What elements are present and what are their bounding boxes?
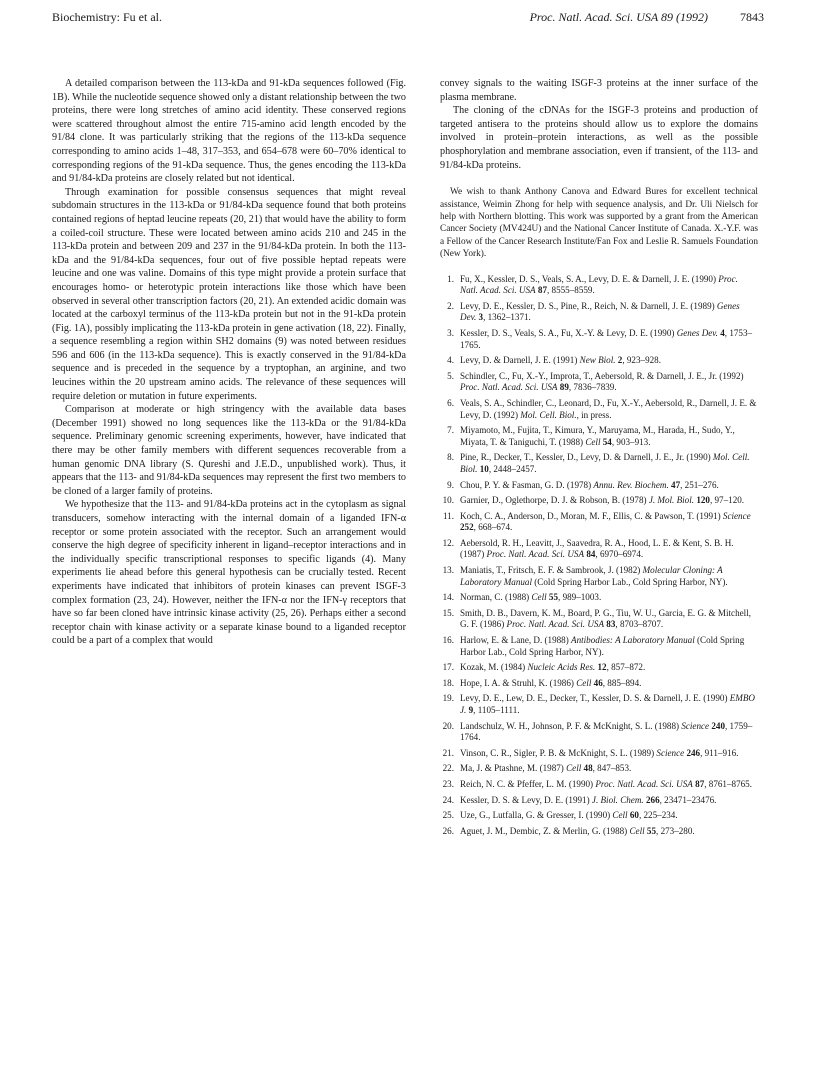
reference-item	[440, 538, 758, 561]
reference-number: 16.	[442, 635, 454, 646]
reference-volume: 46	[593, 677, 603, 688]
reference-authors: Aguet, J. M., Dembic, Z. & Merlin, G. (1988)	[460, 825, 630, 836]
reference-volume: 55	[548, 592, 559, 603]
reference-authors: Reich, N. C. & Pfeffer, L. M. (1990)	[460, 778, 596, 789]
reference-pages: , 885–894.	[602, 677, 642, 688]
reference-journal: Cell	[531, 592, 547, 603]
reference-number: 4.	[447, 355, 454, 366]
reference-journal: Proc. Natl. Acad. Sci. USA	[460, 273, 738, 296]
reference-number: 23.	[442, 778, 454, 789]
paragraph-conclusion: The cloning of the cDNAs for the ISGF-3 proteins and production of targeted antisera to the proteins should allow us to explore the domains involved in protein–protein interactions, as well as the possible phosphorylation and membrane association, even if transient, of the 113- and 91/84-kDa proteins.	[440, 105, 758, 171]
reference-authors: Schindler, C., Fu, X.-Y., Improta, T., Aebersold, R. & Darnell, J. E., Jr. (1992)	[460, 370, 744, 381]
reference-number: 15.	[442, 607, 454, 618]
reference-journal: Cell	[629, 825, 645, 836]
reference-item	[440, 810, 758, 822]
reference-number: 18.	[442, 677, 454, 688]
reference-authors: Kessler, D. S., Veals, S. A., Fu, X.-Y. & Levy, D. E. (1990)	[460, 327, 677, 338]
reference-volume: 83	[606, 619, 616, 630]
reference-volume: 55	[646, 825, 657, 836]
page-header	[52, 10, 764, 30]
reference-authors: Koch, C. A., Anderson, D., Moran, M. F., Ellis, C. & Pawson, T. (1991)	[460, 510, 723, 521]
reference-number: 21.	[442, 747, 454, 758]
reference-volume: 87	[695, 778, 705, 789]
reference-number: 24.	[442, 794, 454, 805]
reference-item	[440, 565, 758, 588]
reference-item	[440, 301, 758, 324]
reference-pages: , 97–120.	[709, 495, 745, 506]
reference-authors: Aebersold, R. H., Leavitt, J., Saavedra, R. A., Hood, L. E. & Kent, S. B. H. (1987)	[460, 537, 734, 560]
reference-volume: 240	[711, 720, 725, 731]
reference-journal: Genes Dev.	[676, 327, 718, 338]
reference-volume: 12	[597, 662, 607, 673]
reference-pages: , 225–234.	[638, 810, 678, 821]
reference-pages: , in press.	[576, 409, 612, 420]
reference-journal: Science	[722, 510, 751, 521]
journal-citation: Proc. Natl. Acad. Sci. USA 89 (1992)	[529, 10, 708, 24]
reference-pages: , 911–916.	[700, 747, 739, 758]
reference-volume: 10	[479, 463, 489, 474]
reference-journal: Proc. Natl. Acad. Sci. USA	[486, 549, 585, 560]
reference-authors: Pine, R., Decker, T., Kessler, D., Levy, D. & Darnell, J. E., Jr. (1990)	[460, 452, 713, 463]
reference-number: 25.	[442, 810, 454, 821]
reference-volume: 4	[720, 327, 725, 338]
reference-volume: 84	[586, 549, 596, 560]
reference-authors: Levy, D. & Darnell, J. E. (1991)	[460, 355, 580, 366]
reference-journal: Science	[656, 747, 685, 758]
reference-volume: 9	[468, 705, 474, 715]
reference-item	[440, 495, 758, 507]
reference-number: 8.	[447, 452, 454, 463]
reference-item	[440, 355, 758, 367]
reference-journal: Cell	[566, 763, 582, 774]
reference-item	[440, 480, 758, 492]
paragraph-sequence-comparison: A detailed comparison between the 113-kDa and 91-kDa sequences followed (Fig. 1B). While the nucleotide sequence showed only a distant relationship between the two proteins, there were long stretches of amino acid identity. These conserved regions were scattered throughout almost the entire 715-amino acid length encoded by the 91/84 clone. It was particularly striking that the regions of the 113-kDa sequence corresponding to amino acids 1–48, 317–353, and 654–678 were 60–70% identical to corresponding regions of the 91-kDa sequence. Thus, the genes encoding the 113-kDa and 91/84-kDa proteins are closely related but not identical.	[52, 78, 406, 185]
reference-item	[440, 795, 758, 807]
reference-authors: Ma, J. & Ptashne, M. (1987)	[460, 763, 567, 774]
reference-volume: 87	[537, 285, 547, 296]
reference-number: 26.	[442, 825, 454, 836]
reference-authors: Chou, P. Y. & Fasman, G. D. (1978)	[460, 479, 594, 490]
reference-volume: 48	[583, 763, 593, 774]
running-head: Biochemistry: Fu et al.	[52, 10, 162, 24]
reference-authors: Landschulz, W. H., Johnson, P. F. & McKnight, S. L. (1988)	[460, 720, 682, 731]
reference-journal: Genes Dev.	[460, 300, 740, 323]
reference-item	[440, 779, 758, 791]
reference-pages: , 7836–7839.	[568, 382, 617, 393]
page-number: 7843	[740, 10, 764, 24]
reference-item	[440, 452, 758, 475]
reference-authors: Fu, X., Kessler, D. S., Veals, S. A., Levy, D. E. & Darnell, J. E. (1990)	[460, 273, 719, 284]
reference-pages: , 251–276.	[680, 479, 719, 490]
reference-journal: Mol. Cell. Biol.	[520, 409, 577, 420]
reference-authors: Maniatis, T., Fritsch, E. F. & Sambrook, J. (1982)	[460, 565, 643, 576]
reference-pages: , 273–280.	[656, 825, 695, 836]
paragraph-consensus-sequences: Through examination for possible consensus sequences that might reveal subdomain structures in the 113-kDa or 91/84-kDa sequence found that both proteins contained regions of heptad leucine repeats (20, 21) that would have the ability to form a coiled-coil structure. These were located between amino acids 210 and 245 in the 113-kDa protein and between 209 and 237 in the 91/84-kDa protein. In both the 113-kDa and the 91/84-kDa sequences, four out of five possible heptad repeats were leucine and one was valine. Domains of this type might provide a protein surface that encourages homo- or heterotypic protein interactions like those which have been observed in several other transcription factors (20, 21). An extended acidic domain was located at the carboxyl terminus of the 113-kDa protein but not in the 91-kDa protein (Fig. 1A), possibly implicating the 113-kDa protein in gene activation (18, 22). Finally, a sequence resembling a region within SH2 domains (9) was noted between residues 596 and 606 (in the 113-kDa sequence). This is exactly conserved in the 91/84-kDa sequence and is preceded in the sequence by a tryptophan, an arginine, and two leucines within the 20 upstream amino acids. The relevance of these sequences will require deletion or mutation in future experiments.	[52, 186, 406, 402]
reference-authors: Levy, D. E., Kessler, D. S., Pine, R., Reich, N. & Darnell, J. E. (1989)	[460, 300, 717, 311]
reference-item	[440, 511, 758, 534]
reference-journal: Proc. Natl. Acad. Sci. USA	[460, 382, 558, 393]
reference-authors: Kessler, D. S. & Levy, D. E. (1991)	[460, 794, 592, 805]
reference-volume: 47	[671, 479, 681, 490]
reference-journal: Molecular Cloning: A Laboratory Manual	[460, 565, 723, 587]
paragraph-continuation: convey signals to the waiting ISGF-3 proteins at the inner surface of the plasma membrane.	[440, 78, 758, 103]
reference-journal: J. Biol. Chem.	[591, 794, 644, 805]
reference-journal: Proc. Natl. Acad. Sci. USA	[595, 778, 693, 789]
reference-number: 17.	[442, 662, 454, 673]
reference-pages: , 8703–8707.	[615, 619, 664, 630]
reference-number: 10.	[442, 495, 454, 506]
reference-number: 20.	[442, 720, 454, 731]
reference-number: 14.	[442, 592, 454, 603]
reference-item	[440, 693, 758, 716]
reference-item	[440, 328, 758, 351]
reference-pages: , 857–872.	[606, 662, 646, 673]
reference-journal: New Biol.	[579, 355, 616, 366]
reference-authors: Uze, G., Lutfalla, G. & Gresser, I. (1990)	[460, 810, 613, 821]
reference-journal: J. Mol. Biol.	[648, 495, 695, 506]
reference-number: 7.	[447, 425, 454, 436]
reference-number: 6.	[447, 397, 454, 408]
reference-number: 1.	[447, 273, 454, 284]
reference-item	[440, 662, 758, 674]
reference-journal: EMBO J.	[460, 693, 756, 715]
reference-volume: 120	[696, 495, 710, 506]
reference-number: 11.	[442, 510, 454, 521]
reference-authors: Smith, D. B., Davern, K. M., Board, P. G., Tiu, W. U., Garcia, E. G. & Mitchell, G. F. (1986)	[460, 607, 751, 630]
reference-pages: , 847–853.	[592, 763, 632, 774]
reference-item	[440, 371, 758, 394]
paragraph-database-comparison: Comparison at moderate or high stringency with the available data bases (December 1991) showed no long sequences like the 113-kDa or the 91/84-kDa sequence. Preliminary genomic screening experiments, however, have indicated that there may be other family members with different sequences recoverable from a human genomic DNA library (S. Qureshi and J.E.D., unpublished work). Thus, it appears that the 113- and 91/84-kDa sequences may represent the first two members to be cloned of a larger family of proteins.	[52, 404, 406, 497]
reference-item	[440, 826, 758, 838]
reference-pages: (Cold Spring Harbor Lab., Cold Spring Harbor, NY).	[532, 576, 728, 587]
reference-pages: , 2448–2457.	[488, 463, 537, 474]
reference-item	[440, 721, 758, 744]
reference-pages: , 23471–23476.	[659, 794, 717, 805]
reference-authors: Harlow, E. & Lane, D. (1988)	[460, 635, 572, 646]
reference-journal: Proc. Natl. Acad. Sci. USA	[506, 619, 605, 630]
reference-journal: Nucleic Acids Res.	[527, 662, 596, 673]
reference-journal: Science	[681, 720, 710, 731]
reference-item	[440, 763, 758, 775]
acknowledgment: We wish to thank Anthony Canova and Edward Bures for excellent technical assistance, Weimin Zhong for help with sequence analysis, and Dr. Uli Nielsch for help with Northern blotting. This work was supported by a grant from the American Cancer Society (MV424U) and the National Cancer Institute of Canada. X.-Y.F. was a Fellow of the Cancer Research Institute/Fan Fox and Leslie R. Samuels Foundation (New York).	[440, 187, 758, 260]
reference-journal: Antibodies: A Laboratory Manual	[571, 635, 695, 646]
reference-pages: , 8555–8559.	[546, 285, 595, 296]
reference-number: 19.	[442, 693, 454, 704]
reference-authors: Veals, S. A., Schindler, C., Leonard, D., Fu, X.-Y., Aebersold, R., Darnell, J. E. & Levy, D. (1992)	[460, 397, 757, 420]
reference-pages: , 6970–6974.	[595, 549, 644, 560]
reference-volume: 3	[478, 312, 484, 323]
reference-item	[440, 592, 758, 604]
reference-volume: 54	[602, 436, 612, 447]
reference-number: 22.	[442, 763, 454, 774]
reference-authors: Hope, I. A. & Struhl, K. (1986)	[460, 677, 577, 688]
reference-number: 2.	[447, 300, 454, 311]
reference-item	[440, 635, 758, 658]
reference-item	[440, 274, 758, 297]
reference-pages: , 8761–8765.	[704, 778, 752, 789]
left-column	[52, 77, 406, 648]
reference-authors: Miyamoto, M., Fujita, T., Kimura, Y., Maruyama, M., Harada, H., Sudo, Y., Miyata, T. & Taniguchi, T. (1988)	[460, 425, 735, 447]
reference-authors: Levy, D. E., Lew, D. E., Decker, T., Kessler, D. S. & Darnell, J. E. (1990)	[460, 693, 730, 704]
reference-item	[440, 678, 758, 690]
reference-pages: , 923–928.	[622, 355, 661, 366]
reference-number: 12.	[442, 537, 454, 548]
right-column	[440, 77, 758, 841]
reference-volume: 60	[629, 810, 639, 821]
reference-number: 9.	[447, 479, 454, 490]
reference-number: 5.	[447, 370, 454, 381]
reference-item	[440, 398, 758, 421]
reference-pages: , 1362–1371.	[483, 312, 531, 323]
reference-journal: Cell	[612, 810, 628, 821]
paragraph-hypothesis: We hypothesize that the 113- and 91/84-kDa proteins act in the cytoplasm as signal transducers, somehow interacting with the internal domain of a liganded IFN-α receptor or some protein associated with the receptor. Such an arrangement would conserve the high degree of specificity inherent in ligand–receptor interactions and in the individually specific transcriptional responses to specific ligands (4). Many experiments lie ahead before this general hypothesis can be crucially tested. Recent experiments have indicated that inhibitors of protein kinases can prevent ISGF-3 complex formation (23, 24). However, neither the IFN-α nor the IFN-γ receptors that have so far been cloned have intrinsic kinase activity (25, 26). Perhaps either a second receptor chain with kinase activity or a separate kinase bound to a liganded receptor could be a part of a complex that would	[52, 499, 406, 647]
reference-volume: 89	[559, 382, 569, 393]
reference-number: 3.	[447, 327, 454, 338]
reference-item	[440, 608, 758, 631]
reference-authors: Norman, C. (1988)	[460, 592, 532, 603]
reference-volume: 2	[617, 355, 623, 366]
reference-item	[440, 425, 758, 448]
reference-authors: Garnier, D., Oglethorpe, D. J. & Robson, B. (1978)	[460, 495, 649, 506]
reference-journal: Cell	[576, 677, 592, 688]
reference-journal: Mol. Cell. Biol.	[460, 452, 750, 474]
reference-journal: Annu. Rev. Biochem.	[593, 479, 669, 490]
reference-list	[440, 274, 758, 838]
reference-pages: , 1753–1765.	[460, 327, 753, 350]
reference-item	[440, 748, 758, 760]
reference-pages: , 668–674.	[473, 522, 513, 533]
reference-authors: Kozak, M. (1984)	[460, 662, 528, 673]
reference-number: 13.	[442, 565, 454, 576]
reference-volume: 266	[645, 794, 660, 805]
reference-pages: , 1105–1111.	[473, 705, 520, 715]
reference-authors: Vinson, C. R., Sigler, P. B. & McKnight, S. L. (1989)	[460, 747, 657, 758]
reference-pages: (Cold Spring Harbor Lab., Cold Spring Harbor, NY).	[460, 635, 745, 657]
reference-volume: 252	[460, 522, 474, 533]
reference-pages: , 1759–1764.	[460, 720, 753, 743]
reference-journal: Cell	[585, 436, 601, 447]
reference-pages: , 989–1003.	[558, 592, 602, 603]
reference-pages: , 903–913.	[611, 436, 651, 447]
reference-volume: 246	[686, 747, 701, 758]
